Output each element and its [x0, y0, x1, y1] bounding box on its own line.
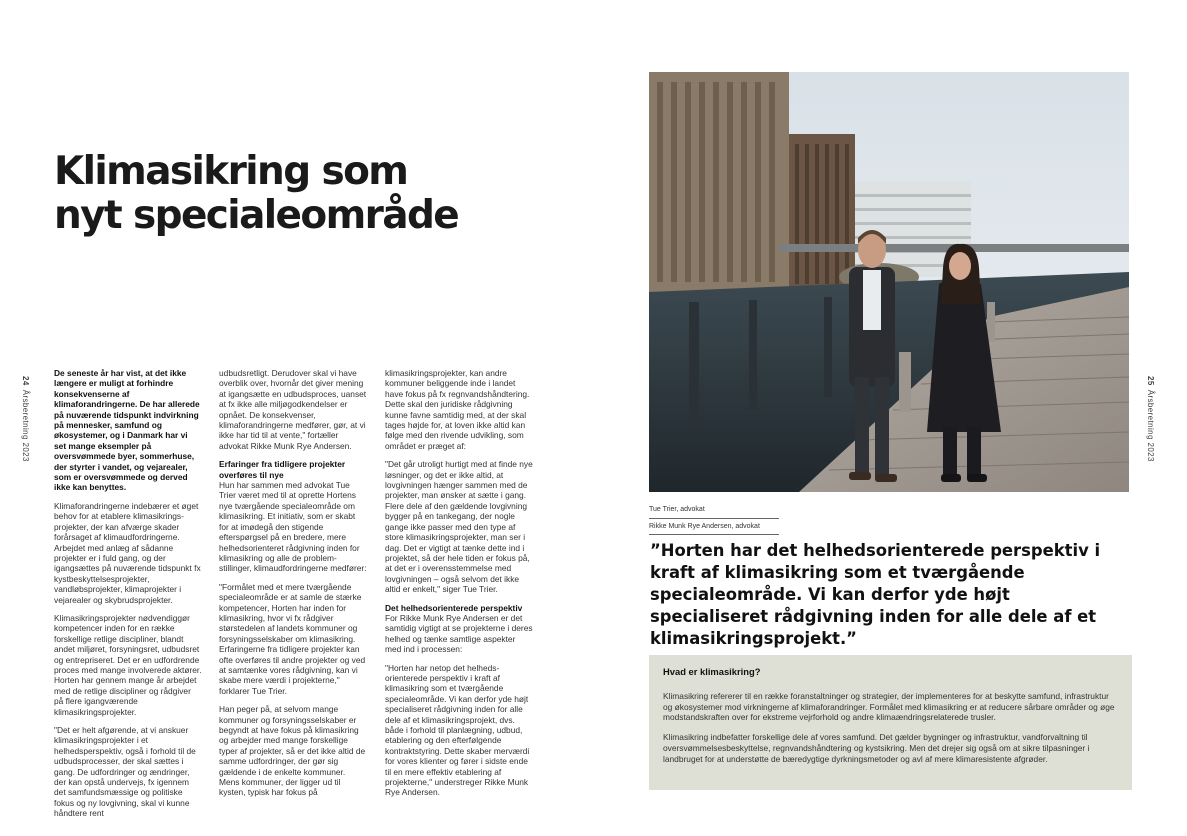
right-page-marker [1146, 376, 1155, 462]
title-line-2: nyt specialeområde [54, 193, 459, 238]
fact-box-paragraph: Klimasikring indbefatter forskellige dele af vores samfund. Det gælder bygninger og infrastruktur, vandforvaltning til oversvømmelsesbeskyttelse, regnvandshåndtering og kystsikring. Men det drejer sig også om at sikre tilpasninger i landbruget for at understøtte de bæredygtige dyrkningsmetoder og avl af mere klimaresistente afgrøder. [663, 732, 1090, 764]
lead-paragraph: De seneste år har vist, at det ikke længere er muligt at forhindre konsekvenserne af klimaforandringerne. De har allerede på nuværende tidspunkt indvirkning på mennesker, samfund og økosystemer, og i Danmark har vi set mange eksempler på oversvømmede byer, sommerhuse, der styrter i vandet, og vejarealer, som er oversvømmede og derved ikke kan benyttes. [54, 368, 200, 493]
caption-line-1: Tue Trier, advokat [649, 506, 705, 513]
publication-name: Årsberetning 2023 [1146, 389, 1155, 462]
title-line-1: Klimasikring som [54, 149, 408, 194]
page-number: 24 [21, 376, 30, 386]
body-paragraph: "Formålet med et mere tværgående specialeområde er at samle de stærke kompetencer, Horten har inden for klimasikring, hvor vi fx rådgiver størstedelen af landets kommuner og forsyningsselskaber om klimasikring. Erfaringerne fra tidligere projekter kan ofte overføres til andre projekter og ved at samtænke vores rådgivning, kan vi skabe mere værdi i projekterne," forklarer Tue Trier. [219, 581, 366, 696]
body-paragraph: Han peger på, at selvom mange kommuner og forsyningsselskaber er begyndt at have fokus på klimasikring og arbejder med mange forskellige typer af projekter, så er det ikke altid de samme udfordringer, der gør sig gældende i de enkelte kommuner. Mens kommuner, der ligger ud til kysten, typisk har fokus på [219, 704, 366, 798]
body-paragraph: "Horten har netop det helheds-orienterede perspektiv i kraft af klimasikring som et tværgående specialeområde. Vi kan derfor yde højt specialiseret rådgivning inden for alle dele af et klimasikringsprojekt, dvs. både i forhold til planlægning, udbud, etablering og den efterfølgende kontraktstyring. Dette skaber merværdi for vores klienter og fører i sidste ende til en mere effektiv etablering af projekterne," understreger Rikke Munk Rye Andersen. [385, 662, 530, 798]
fact-box-paragraph: Klimasikring refererer til en række foranstaltninger og strategier, der implementeres for at beskytte samfund, infrastruktur og økosystemer mod virkningerne af klimaforandringer. Formålet med klimasikring er at reducere sårbare områder og øge modstandskraften over for ekstreme vejrforhold og andre klimaændringsrelaterede trusler. [663, 690, 1115, 723]
portrait-photo [649, 72, 1129, 492]
subheading: Det helhedsorienterede perspektiv [385, 602, 523, 613]
photo-caption [649, 505, 779, 538]
body-paragraph: klimasikringsprojekter, kan andre kommuner beliggende inde i landet have fokus på fx regnvandshåndtering. Dette skal den juridiske rådgivning kunne favne samtidig med, at der skal tages højde for, at loven ikke altid kan følge med den rivende udvikling, som området er præget af: [385, 368, 530, 451]
publication-name: Årsberetning 2023 [21, 389, 30, 462]
body-paragraph: "Det er helt afgørende, at vi anskuer klimasikringsprojekter i et helhedsperspektiv, også i forhold til de udbudsprocesser, der skal sættes i gang. De udfordringer og ændringer, der kan opstå undervejs, fx igennem det samfundsmæssige og politiske fokus og ny lovgivning, skal vi kunne håndtere rent [54, 725, 196, 819]
caption-divider [649, 534, 779, 535]
left-page [0, 0, 593, 836]
body-paragraph: Klimasikringsprojekter nødvendiggør kompetencer inden for en række forskellige retlige discipliner, blandt andet miljøret, forsyningsret, udbudsret og entrepriseret. Det er en udfordrende proces med mange involverede aktører. Horten har gennem mange år arbejdet med de retlige discipliner og rådgiver på flere igangværende klimasikringsprojekter. [54, 612, 202, 717]
body-paragraph: udbudsretligt. Derudover skal vi have overblik over, hvornår det giver mening at igangsætte en udbudsproces, uanset at fx ikke alle miljøgodkendelser er opnået. De konsekvenser, klimaforandringerne medfører, gør, at vi ikke har tid til at vente," fortæller advokat Rikke Munk Rye Andersen. [219, 368, 367, 451]
body-paragraph: "Det går utroligt hurtigt med at finde nye løsninger, og det er ikke altid, at lovgivningen hænger sammen med de projekter, man ønsker at sætte i gang. Flere dele af den gældende lovgivning bygger på en tankegang, der nogle gange ikke passer med den type af store klimasikringsprojekter, man ser i dag. Det er vigtigt at tænke dette ind i projektet, så der hele tiden er fokus på, at det er i overensstemmelse med lovgivningen – også selvom det ikke altid er enkelt," siger Tue Trier. [385, 459, 533, 595]
page-number: 25 [1146, 376, 1155, 386]
caption-line-2: Rikke Munk Rye Andersen, advokat [649, 522, 760, 530]
left-page-marker [21, 376, 30, 462]
fact-box [649, 655, 1132, 790]
text-column-1 [54, 368, 202, 827]
body-paragraph: Klimaforandringerne indebærer et øget behov for at etablere klimasikrings-projekter, der kan afværge skader forårsaget af klimaudfordringerne. Arbejdet med anlæg af sådanne projekter er i fuld gang, og der igangsættes på nuværende tidspunkt fx kystbeskyttelsesprojekter, vandløbsprojekter, klimaprojekter i vejarealer og skybrudsprojekter. [54, 500, 201, 605]
article-title [54, 150, 458, 238]
text-column-2 [219, 368, 367, 806]
caption-divider [649, 518, 779, 519]
body-paragraph: For Rikke Munk Rye Andersen er det samtidig vigtigt at se projekterne i deres helhed og tænke samtlige aspekter med ind i processen: [385, 612, 533, 655]
body-paragraph: Hun har sammen med advokat Tue Trier været med til at oprette Hortens nye tværgående specialeområde om klimasikring. Et initiativ, som er skabt for at imødegå den stigende efterspørgsel på en bredere, mere helhedsorienteret rådgivning inden for klimasikring og alle de problem-stillinger, klimaudfordringerne medfører: [219, 480, 367, 574]
pull-quote: ”Horten har det helhedsorienterede perspektiv i kraft af klimasikring som et tværgående specialeområde. Vi kan derfor yde højt specialiseret rådgivning inden for alle dele af et klimasikringsprojekt.” [650, 541, 1101, 648]
fact-box-heading: Hvad er klimasikring? [663, 666, 761, 677]
subheading: Erfaringer fra tidligere projekter overføres til nye [219, 459, 346, 480]
text-column-3 [385, 368, 533, 806]
